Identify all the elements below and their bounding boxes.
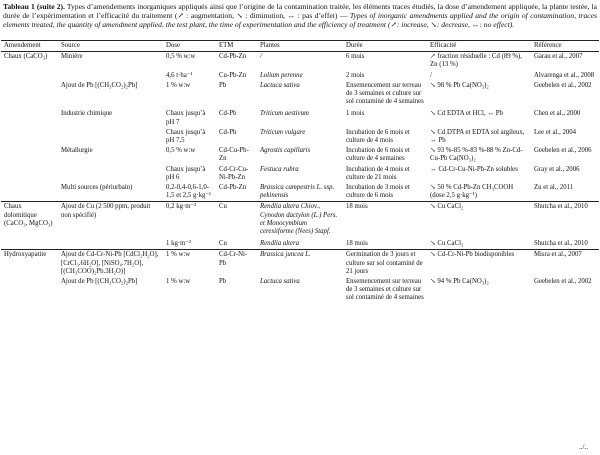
cell-plantes: / [257, 52, 343, 71]
table-caption [3, 2, 597, 30]
cell-amendement [1, 277, 58, 304]
cell-reference: Gray et al., 2006 [534, 165, 580, 173]
cell-plantes: Agrostis capillaris [260, 147, 311, 155]
cell-etm: Cd-Cr-Ni-Pb [216, 250, 257, 277]
cell-etm: Cd-Pb [219, 110, 237, 118]
cell-efficacite: ↘ 93 %-85 %-83 %-88 % Zn-Cd-Cu-Pb Ca(NO₃)₂ [430, 147, 523, 163]
cell-amendement: Hydroxyapatite [1, 250, 58, 277]
cell-reference: Garau et al., 2007 [531, 52, 599, 71]
cell-plantes: Triticum vulgare [260, 128, 306, 136]
cell-plantes: Lactuca sativa [260, 278, 300, 286]
cell-dose: Chaux jusqu’à pH 6 [166, 165, 206, 181]
cell-reference: Geebelen et al., 2006 [534, 147, 592, 155]
cell-duree: 1 mois [346, 110, 365, 118]
cell-etm: Cd-Pb [219, 128, 237, 136]
cell-etm: Cu [219, 240, 227, 248]
cell-amendement [1, 128, 58, 146]
header-dose: Dose [163, 41, 216, 52]
cell-reference: Lee et al., 2004 [534, 128, 577, 136]
cell-etm: Cu-Pb-Zn [219, 71, 247, 79]
cell-etm: Pb [219, 81, 227, 89]
cell-efficacite: ↘ 94 % Pb Ca(NO₃)₂ [430, 278, 489, 286]
cell-reference: Shutcha et al., 2010 [531, 202, 599, 237]
cell-amendement: Chaux (CaCO₃) [1, 52, 58, 71]
cell-amendement [1, 81, 58, 108]
cell-source: Métallurgie [61, 147, 93, 155]
cell-amendement: Chaux dolomitique (CaCO₃, MgCO₃) [1, 202, 58, 237]
cell-reference: Geebelen et al., 2002 [534, 278, 592, 286]
header-efficacite: Efficacité [427, 41, 531, 52]
cell-plantes: Lolium perenne [260, 71, 303, 79]
header-row [1, 41, 599, 52]
cell-source [58, 165, 163, 183]
cell-reference: Geebelen et al., 2002 [534, 81, 592, 89]
cell-plantes: Festuca rubra [260, 165, 299, 173]
cell-dose: 0,2-0,4-0,6-1,0-1,5 et 2,5 g·kg⁻¹ [166, 184, 212, 200]
cell-dose: 1 % w:w [163, 250, 216, 277]
table-body [1, 52, 599, 304]
cell-duree: Ensemencement sur terreau de 3 semaines et culture sur sol contaminé de 4 semaines [346, 278, 424, 302]
header-amendement: Amendement [1, 41, 58, 52]
cell-dose: Chaux jusqu’à pH 7 [166, 110, 206, 126]
cell-efficacite: / [430, 71, 432, 79]
cell-efficacite: ↘ Cd-Cr-Ni-Pb biodisponibles [427, 250, 531, 277]
cell-source: Industrie chimique [61, 110, 113, 118]
table-row [1, 183, 599, 202]
cell-amendement [1, 183, 58, 202]
cell-plantes: Triticum aestivum [260, 110, 309, 118]
cell-amendement [1, 165, 58, 183]
cell-plantes: Rendlia altera Chiov., Cynodon dactylon (L.) Pers. et Monocymbium ceresiiforme (Nees) Stapf. [257, 202, 343, 237]
cell-dose: 4,6 t·ha⁻¹ [166, 71, 193, 79]
cell-amendement [1, 146, 58, 164]
header-etm: ETM [216, 41, 257, 52]
cell-etm: Cd-Cr-Cu-Ni-Pb-Zn [219, 165, 249, 181]
cell-reference: Shutcha et al., 2010 [534, 240, 588, 248]
cell-etm: Cu [216, 202, 257, 237]
cell-dose: 0,2 kg·m⁻² [163, 202, 216, 237]
cell-source: Ajout de Cd-Cr-Ni-Pb [CdCl₂H₂O], [CrCl₃.6H₂O], [NiSO₄.7H₂O], [(CH₃COO)₂Pb.3H₂O)] [58, 250, 163, 277]
continuation-mark: ../.. [579, 443, 588, 451]
cell-amendement [1, 71, 58, 81]
cell-plantes: Brassica campestris L. ssp. pekinensis [260, 184, 335, 200]
table-row [1, 71, 599, 81]
cell-source: Ajout de Pb [(CH₃CO₂)₂Pb] [61, 278, 138, 286]
cell-dose: 0,5 % w:w [166, 147, 196, 155]
table-row [1, 107, 599, 127]
cell-duree: Incubation de 6 mois et culture de 4 semaines [346, 147, 410, 163]
cell-source: Multi sources (périurbain) [61, 184, 133, 192]
cell-reference: Misra et al., 2007 [531, 250, 599, 277]
table-row [1, 250, 599, 277]
cell-efficacite: ↔ Cd-Cr-Cu-Ni-Pb-Zn solubles [430, 165, 518, 173]
table-row [1, 81, 599, 108]
table-row [1, 237, 599, 250]
cell-dose: 1 % w:w [166, 278, 191, 286]
cell-plantes: Rendlia altera [260, 240, 300, 248]
cell-amendement [1, 237, 58, 250]
table-row [1, 165, 599, 183]
header-source: Source [58, 41, 163, 52]
cell-duree: Incubation de 3 mois et culture de 6 mois [346, 184, 410, 200]
cell-duree: 6 mois [343, 52, 427, 71]
amendment-table [1, 40, 599, 304]
cell-source [58, 237, 163, 250]
table-row [1, 277, 599, 304]
cell-duree: Incubation de 6 mois et culture de 4 mois [346, 128, 410, 145]
cell-reference: Chen et al., 2000 [534, 110, 581, 118]
cell-etm: Pb [219, 278, 227, 286]
cell-efficacite: ↘ Cu CaCl₂ [427, 202, 531, 237]
table-row [1, 128, 599, 146]
cell-dose: 1 kg·m⁻² [166, 240, 192, 248]
cell-plantes: Lactuca sativa [260, 81, 300, 89]
cell-efficacite: ↘ Cd DTPA et EDTA sol argileux, ↔ Pb [430, 128, 525, 145]
caption-english: Types of inorganic amendments applied and the origin of contamination, traces elements treated, the quantity of amendment applied, the test plant, the time of experimentation and the efficiency of treatment (↗: increase, ↘: decrease, ↔: no effect). [3, 11, 597, 30]
cell-efficacite: ↘ Cu CaCl₂ [430, 240, 464, 248]
table-row [1, 146, 599, 164]
cell-plantes: Brassica juncea L. [257, 250, 343, 277]
cell-source: Ajout de Pb [(CH₃CO₂)₂Pb] [61, 81, 138, 89]
cell-source: Ajout de Cu (2 500 ppm, produit non spécifié) [58, 202, 163, 237]
cell-duree: Incubation de 4 mois et culture de 21 mois [346, 165, 410, 181]
cell-reference: Alvarenga et al., 2008 [534, 71, 595, 79]
cell-dose: Chaux jusqu’à pH 7,5 [166, 128, 206, 145]
cell-etm: Cd-Pb-Zn [216, 52, 257, 71]
cell-efficacite: ↘ 98 % Pb Ca(NO₃)₂ [430, 81, 489, 89]
cell-duree: 18 mois [343, 202, 427, 237]
caption-french: Types d’amendements inorganiques appliqués ainsi que l’origine de la contamination traitée, les éléments traces étudiés, la dose d’amendement appliquée, la plante testée, la durée de l’expérimentation et l’efficacité du traitement (↗ : augmentation, ↘ : diminution, ↔ : pas d’effet) — [3, 2, 597, 21]
cell-duree: Ensemencement sur terreau de 3 semaines et culture sur sol contaminé de 4 semaines [346, 81, 424, 106]
cell-efficacite: ↘ 50 % Cd-Pb-Zn CH₃COOH (dose 2,5 g·kg⁻¹) [430, 184, 514, 200]
cell-amendement [1, 107, 58, 127]
header-duree: Durée [343, 41, 427, 52]
cell-source [58, 71, 163, 81]
cell-etm: Cd-Pb-Zn [219, 184, 247, 192]
cell-efficacite: ↘ Cd EDTA et HCl, ↔ Pb [430, 110, 503, 118]
table-row [1, 52, 599, 71]
cell-dose: 0,5 % w:w [163, 52, 216, 71]
cell-efficacite: ↗ fraction résiduelle : Cd (89 %), Zn (13 %) [427, 52, 531, 71]
cell-duree: 2 mois [346, 71, 365, 79]
cell-reference: Zu et al., 2011 [534, 184, 574, 192]
cell-dose: 1 % w:w [166, 81, 191, 89]
header-plantes: Plantes [257, 41, 343, 52]
cell-duree: Germination de 3 jours et culture sur sol contaminé de 21 jours [343, 250, 427, 277]
caption-label: Tableau 1 (suite 2). [3, 2, 65, 11]
header-reference: Référence [531, 41, 599, 52]
cell-source [58, 128, 163, 146]
cell-etm: Cd-Cu-Pb-Zn [219, 147, 249, 163]
cell-duree: 18 mois [346, 240, 368, 248]
cell-source: Minière [58, 52, 163, 71]
table-row [1, 202, 599, 237]
